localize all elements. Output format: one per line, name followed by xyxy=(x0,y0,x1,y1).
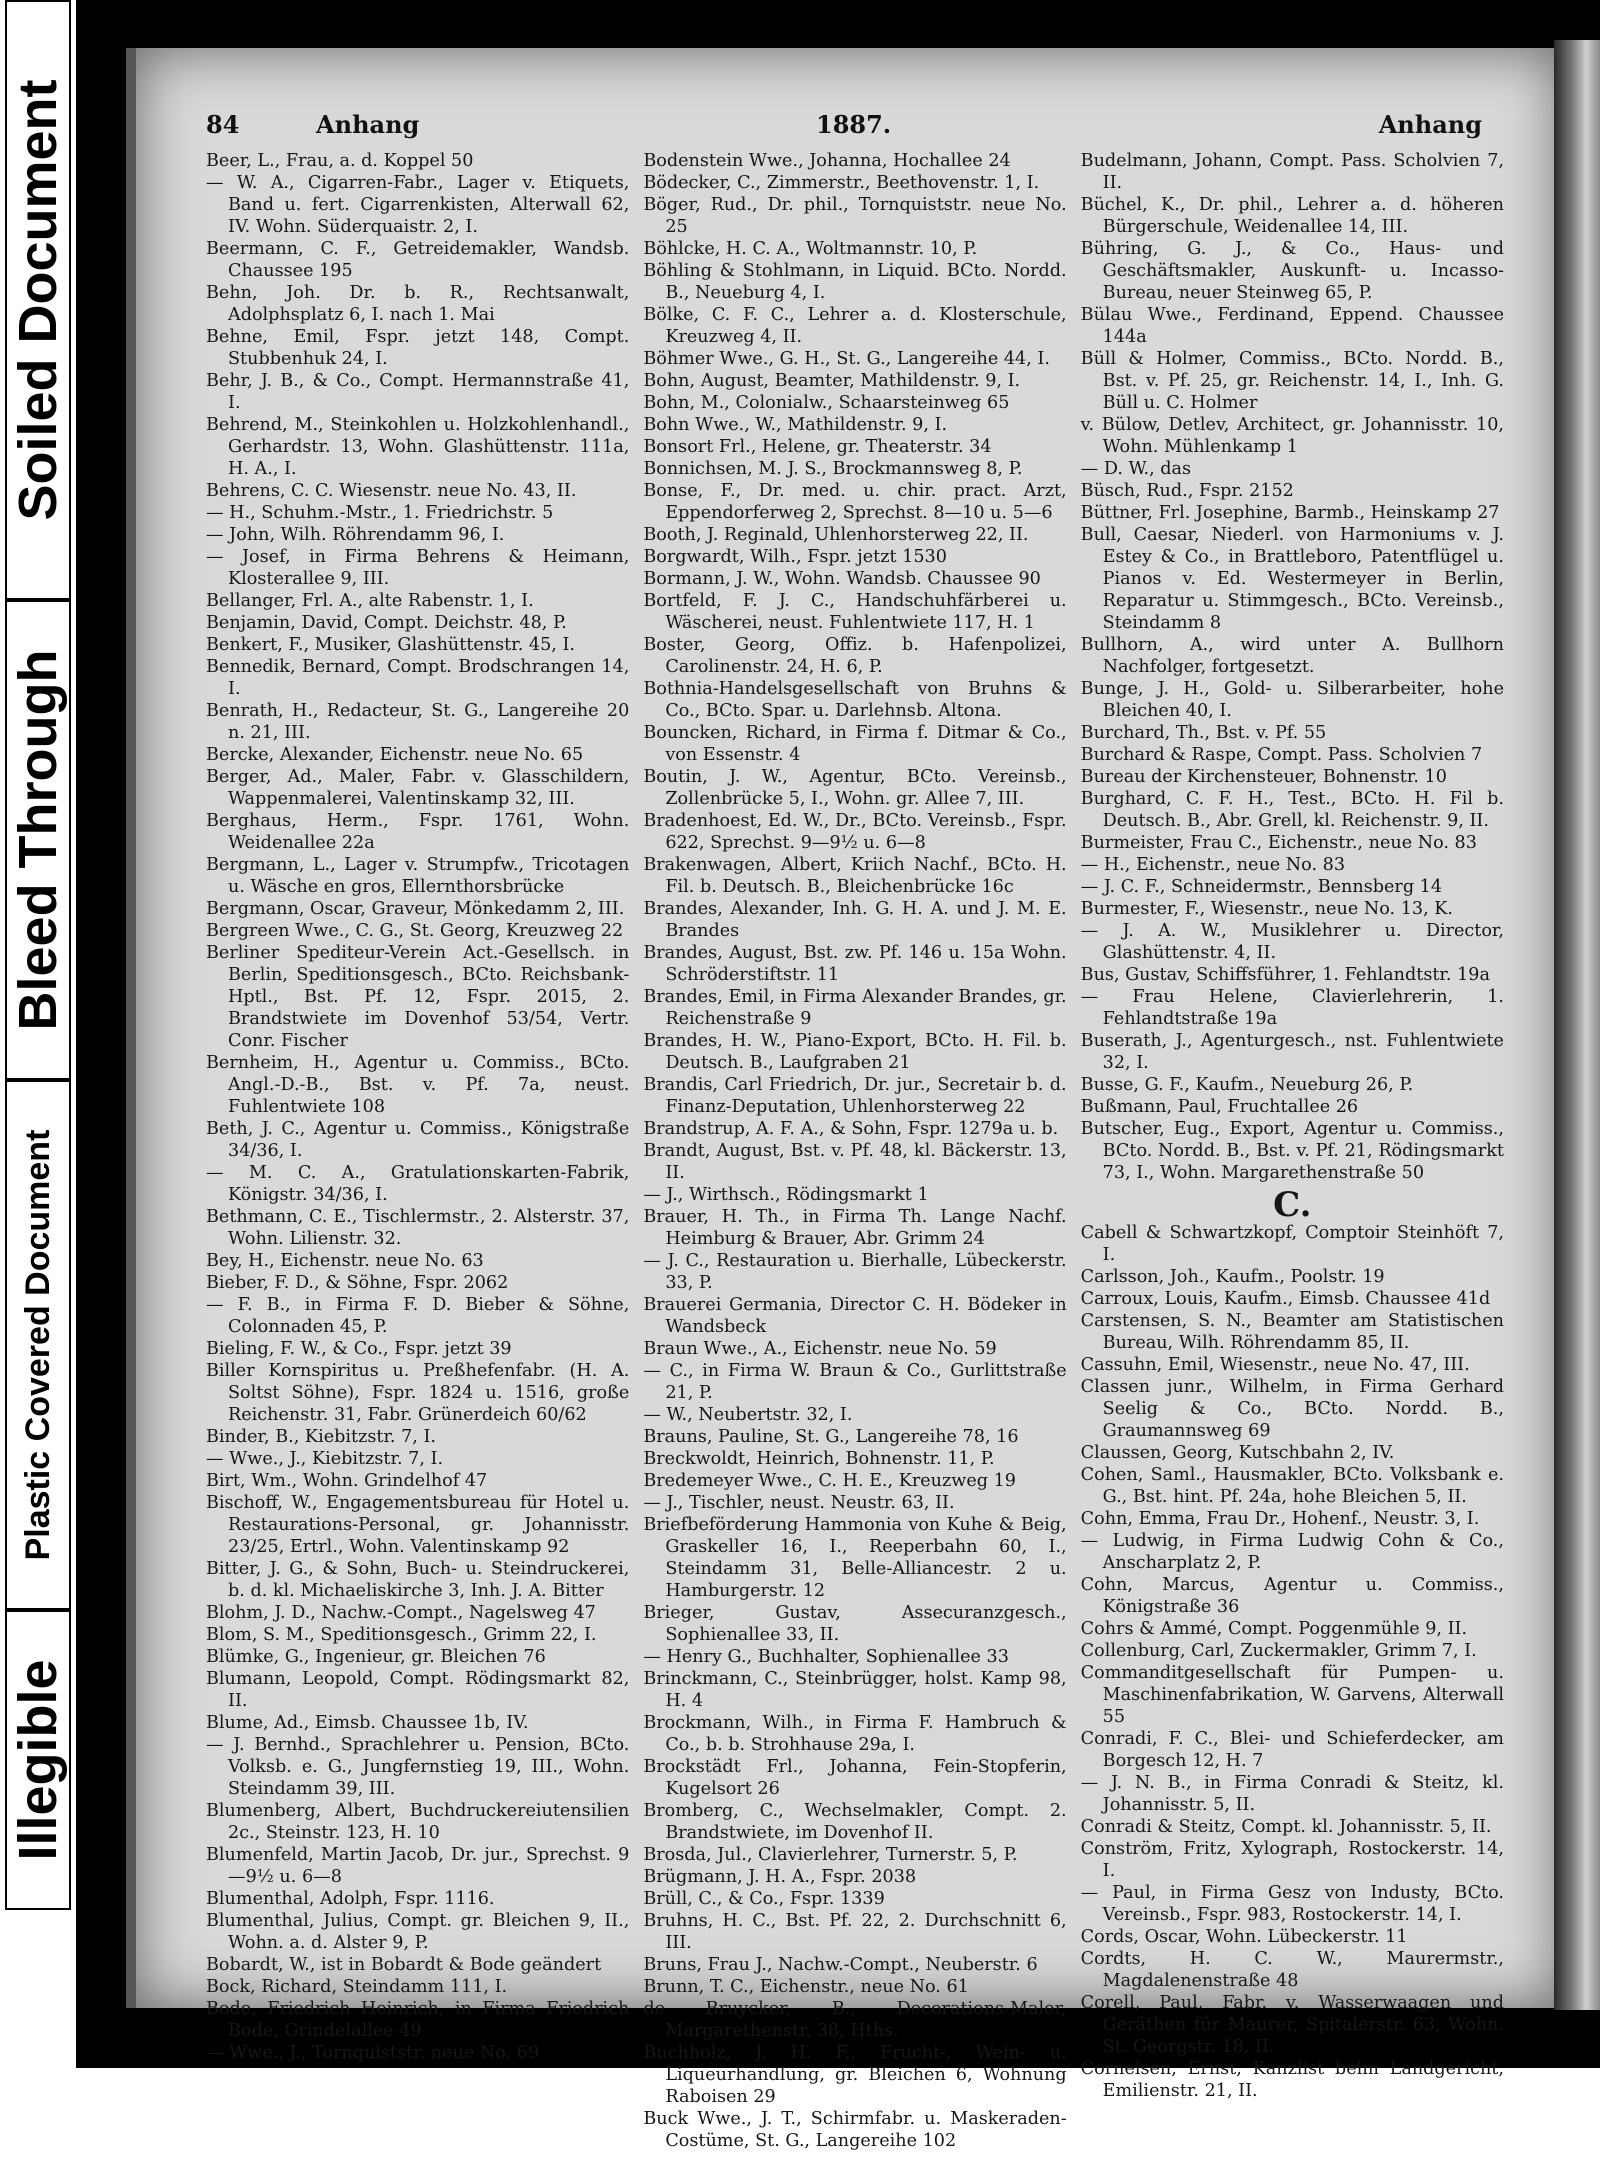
directory-entry: Brunn, T. C., Eichenstr., neue No. 61 xyxy=(643,1977,969,1997)
directory-entry: — H., Eichenstr., neue No. 83 xyxy=(1080,855,1346,875)
directory-entry: Bull, Caesar, Niederl. von Harmoniums v. J. Estey & Co., in Brattleboro, Patentflügel u. Pianos v. Ed. Westermeyer in Berlin, Reparatur u. Stimmgesch., BCto. Vereinsb., Steindamm 8 xyxy=(1080,525,1504,633)
directory-entry: Butscher, Eug., Export, Agentur u. Commiss., BCto. Nordd. B., Bst. v. Pf. 21, Rödingsmarkt 73, I., Wohn. Margarethenstraße 50 xyxy=(1080,1119,1504,1183)
directory-entry: Conradi & Steitz, Compt. kl. Johannisstr. 5, II. xyxy=(1080,1817,1492,1837)
directory-entry: Burchard & Raspe, Compt. Pass. Scholvien 7 xyxy=(1080,745,1483,765)
directory-entry: Conradi, F. C., Blei- und Schieferdecker, am Borgesch 12, H. 7 xyxy=(1080,1729,1504,1771)
directory-entry: Behrens, C. C. Wiesenstr. neue No. 43, II. xyxy=(206,481,577,501)
directory-entry: Brandstrup, A. F. A., & Sohn, Fspr. 1279a u. b. xyxy=(643,1119,1059,1139)
directory-entry: Beth, J. C., Agentur u. Commiss., Königstraße 34/36, I. xyxy=(206,1119,630,1161)
bleed-through-label: Bleed Through xyxy=(5,600,71,1080)
directory-entry: Bieber, F. D., & Söhne, Fspr. 2062 xyxy=(206,1273,509,1293)
directory-entry: Carstensen, S. N., Beamter am Statistischen Bureau, Wilh. Röhrendamm 85, II. xyxy=(1080,1311,1504,1353)
directory-entry: Corell, Paul, Fabr. v. Wasserwaagen und Geräthen für Maurer, Spitalerstr. 63, Wohn. St. Georgstr. 18, II. xyxy=(1080,1993,1504,2057)
directory-entry: Bieling, F. W., & Co., Fspr. jetzt 39 xyxy=(206,1339,512,1359)
directory-entry: Bölke, C. F. C., Lehrer a. d. Klosterschule, Kreuzweg 4, II. xyxy=(643,305,1067,347)
directory-entry: Bercke, Alexander, Eichenstr. neue No. 65 xyxy=(206,745,584,765)
directory-entry: Brandes, Emil, in Firma Alexander Brandes, gr. Reichenstraße 9 xyxy=(643,987,1067,1029)
directory-entry: Blumann, Leopold, Compt. Rödingsmarkt 82, II. xyxy=(206,1669,630,1711)
directory-entry: Cabell & Schwartzkopf, Comptoir Steinhöft 7, I. xyxy=(1080,1223,1504,1265)
directory-entry: Bischoff, W., Engagementsbureau für Hotel u. Restaurations-Personal, gr. Johannisstr. 23/25, Ertrl., Wohn. Valentinskamp 92 xyxy=(206,1493,630,1557)
directory-entry: — Henry G., Buchhalter, Sophienallee 33 xyxy=(643,1647,1009,1667)
directory-entry: — J. C. F., Schneidermstr., Bennsberg 14 xyxy=(1080,877,1443,897)
directory-entry: — J. C., Restauration u. Bierhalle, Lübeckerstr. 33, P. xyxy=(643,1251,1067,1293)
directory-entry: Cassuhn, Emil, Wiesenstr., neue No. 47, III. xyxy=(1080,1355,1470,1375)
directory-column-1 xyxy=(206,150,630,2063)
directory-entry: Briefbeförderung Hammonia von Kuhe & Beig, Graskeller 16, I., Reeperbahn 60, I., Steindamm 31, Belle-Alliancestr. 2 u. Hamburgerstr. 12 xyxy=(643,1515,1067,1601)
directory-entry: Buck Wwe., J. T., Schirmfabr. u. Maskeraden-Costüme, St. G., Langereihe 102 xyxy=(643,2109,1067,2151)
directory-entry: — C., in Firma W. Braun & Co., Gurlittstraße 21, P. xyxy=(643,1361,1067,1403)
directory-entry: Brauerei Germania, Director C. H. Bödeker in Wandsbeck xyxy=(643,1295,1067,1337)
directory-entry: — W. A., Cigarren-Fabr., Lager v. Etiquets, Band u. fert. Cigarrenkisten, Alterwall 62, IV. Wohn. Süderquaistr. 2, I. xyxy=(206,173,630,237)
directory-entry: Böhlcke, H. C. A., Woltmannstr. 10, P. xyxy=(643,239,978,259)
directory-entry: Blumenfeld, Martin Jacob, Dr. jur., Sprechst. 9—9½ u. 6—8 xyxy=(206,1845,630,1887)
directory-entry: Bobardt, W., ist in Bobardt & Bode geändert xyxy=(206,1955,602,1975)
directory-entry: Cohn, Marcus, Agentur u. Commiss., Königstraße 36 xyxy=(1080,1575,1504,1617)
directory-entry: Blohm, J. D., Nachw.-Compt., Nagelsweg 47 xyxy=(206,1603,596,1623)
directory-entry: Büttner, Frl. Josephine, Barmb., Heinskamp 27 xyxy=(1080,503,1500,523)
directory-entry: — Wwe., J., Tornquiststr. neue No. 69 xyxy=(206,2043,540,2063)
directory-entry: Birt, Wm., Wohn. Grindelhof 47 xyxy=(206,1471,488,1491)
directory-entry: Brockstädt Frl., Johanna, Fein-Stopferin, Kugelsort 26 xyxy=(643,1757,1067,1799)
directory-entry: Conström, Fritz, Xylograph, Rostockerstr. 14, I. xyxy=(1080,1839,1504,1881)
directory-entry: Bennedik, Bernard, Compt. Brodschrangen 14, I. xyxy=(206,657,630,699)
directory-entry: Burghard, C. F. H., Test., BCto. H. Fil b. Deutsch. B., Abr. Grell, kl. Reichenstr. 9, II. xyxy=(1080,789,1504,831)
directory-entry: — H., Schuhm.-Mstr., 1. Friedrichstr. 5 xyxy=(206,503,554,523)
directory-entry: Blumenthal, Adolph, Fspr. 1116. xyxy=(206,1889,495,1909)
scan-label-strip xyxy=(4,0,72,1910)
directory-entry: Böhmer Wwe., G. H., St. G., Langereihe 44, I. xyxy=(643,349,1050,369)
directory-entry: Biller Kornspiritus u. Preßhefenfabr. (H. A. Soltst Söhne), Fspr. 1824 u. 1516, große Reichenstr. 31, Fabr. Grünerdeich 60/62 xyxy=(206,1361,630,1425)
directory-entry: Bromberg, C., Wechselmakler, Compt. 2. Brandstwiete, im Dovenhof II. xyxy=(643,1801,1067,1843)
directory-entry: Budelmann, Johann, Compt. Pass. Scholvien 7, II. xyxy=(1080,151,1504,193)
directory-entry: — Paul, in Firma Gesz von Industy, BCto. Vereinsb., Fspr. 983, Rostockerstr. 14, I. xyxy=(1080,1883,1504,1925)
directory-entry: Böger, Rud., Dr. phil., Tornquiststr. neue No. 25 xyxy=(643,195,1067,237)
directory-entry: Cohen, Saml., Hausmakler, BCto. Volksbank e. G., Bst. hint. Pf. 24a, hohe Bleichen 5, II. xyxy=(1080,1465,1504,1507)
directory-entry: Behn, Joh. Dr. b. R., Rechtsanwalt, Adolphsplatz 6, I. nach 1. Mai xyxy=(206,283,630,325)
directory-entry: Bruhns, H. C., Bst. Pf. 22, 2. Durchschnitt 6, III. xyxy=(643,1911,1067,1953)
directory-column-2 xyxy=(643,150,1067,2151)
soiled-document-label: Soiled Document xyxy=(5,0,71,600)
directory-entry: — W., Neubertstr. 32, I. xyxy=(643,1405,853,1425)
directory-entry: Cohn, Emma, Frau Dr., Hohenf., Neustr. 3, I. xyxy=(1080,1509,1480,1529)
directory-entry: Bock, Richard, Steindamm 111, I. xyxy=(206,1977,508,1997)
header-left-title: Anhang xyxy=(316,110,420,139)
directory-entry: Claussen, Georg, Kutschbahn 2, IV. xyxy=(1080,1443,1395,1463)
illegible-label: Illegible xyxy=(5,1610,71,1910)
directory-entry: — F. B., in Firma F. D. Bieber & Söhne, Colonnaden 45, P. xyxy=(206,1295,630,1337)
directory-entry: — Josef, in Firma Behrens & Heimann, Klosterallee 9, III. xyxy=(206,547,630,589)
directory-entry: Bellanger, Frl. A., alte Rabenstr. 1, I. xyxy=(206,591,534,611)
directory-entry: Bode, Friedrich Heinrich, in Firma Friedrich Bode, Grindelallee 49 xyxy=(206,1999,630,2041)
directory-entry: — John, Wilh. Röhrendamm 96, I. xyxy=(206,525,505,545)
directory-entry: Carroux, Louis, Kaufm., Eimsb. Chaussee 41d xyxy=(1080,1289,1491,1309)
scanned-page-area xyxy=(76,0,1600,2151)
directory-entry: Bouncken, Richard, in Firma f. Ditmar & Co., von Essenstr. 4 xyxy=(643,723,1067,765)
header-right-title: Anhang xyxy=(1378,110,1482,139)
directory-entry: Bergreen Wwe., C. G., St. Georg, Kreuzweg 22 xyxy=(206,921,624,941)
directory-entry: Boutin, J. W., Agentur, BCto. Vereinsb., Zollenbrücke 5, I., Wohn. gr. Allee 7, III. xyxy=(643,767,1067,809)
directory-entry: Braun Wwe., A., Eichenstr. neue No. 59 xyxy=(643,1339,997,1359)
page-header xyxy=(206,110,1502,150)
directory-entry: Bradenhoest, Ed. W., Dr., BCto. Vereinsb., Fspr. 622, Sprechst. 9—9½ u. 6—8 xyxy=(643,811,1067,853)
directory-entry: Classen junr., Wilhelm, in Firma Gerhard Seelig & Co., BCto. Nordd. B., Graumannsweg 69 xyxy=(1080,1377,1504,1441)
directory-entry: Brandes, August, Bst. zw. Pf. 146 u. 15a Wohn. Schröderstiftstr. 11 xyxy=(643,943,1067,985)
directory-entry: Bergmann, L., Lager v. Strumpfw., Tricotagen u. Wäsche en gros, Ellernthorsbrücke xyxy=(206,855,630,897)
directory-entry: Bergmann, Oscar, Graveur, Mönkedamm 2, III. xyxy=(206,899,625,919)
directory-entry: Bohn, M., Colonialw., Schaarsteinweg 65 xyxy=(643,393,1010,413)
directory-entry: Cohrs & Ammé, Compt. Poggenmühle 9, II. xyxy=(1080,1619,1468,1639)
directory-entry: Bredemeyer Wwe., C. H. E., Kreuzweg 19 xyxy=(643,1471,1016,1491)
directory-entry: Bothnia-Handelsgesellschaft von Bruhns & Co., BCto. Spar. u. Darlehnsb. Altona. xyxy=(643,679,1067,721)
directory-entry: Borgwardt, Wilh., Fspr. jetzt 1530 xyxy=(643,547,947,567)
directory-entry: Berghaus, Herm., Fspr. 1761, Wohn. Weidenallee 22a xyxy=(206,811,630,853)
directory-entry: — M. C. A., Gratulationskarten-Fabrik, Königstr. 34/36, I. xyxy=(206,1163,630,1205)
directory-entry: Blume, Ad., Eimsb. Chaussee 1b, IV. xyxy=(206,1713,529,1733)
directory-entry: Cordts, H. C. W., Maurermstr., Magdalenenstraße 48 xyxy=(1080,1949,1504,1991)
scan-label-sidebar xyxy=(0,0,76,1910)
directory-entry: Bühring, G. J., & Co., Haus- und Geschäftsmakler, Auskunft- u. Incasso-Bureau, neuer Steinweg 65, P. xyxy=(1080,239,1504,303)
directory-entry: Binder, B., Kiebitzstr. 7, I. xyxy=(206,1427,437,1447)
directory-entry: Carlsson, Joh., Kaufm., Poolstr. 19 xyxy=(1080,1267,1385,1287)
book-page xyxy=(126,48,1566,2151)
directory-column-3 xyxy=(1080,150,1504,2101)
directory-entry: Burmeister, Frau C., Eichenstr., neue No. 83 xyxy=(1080,833,1477,853)
directory-entry: Blümke, G., Ingenieur, gr. Bleichen 76 xyxy=(206,1647,546,1667)
directory-entry: Brüll, C., & Co., Fspr. 1339 xyxy=(643,1889,885,1909)
directory-entry: de Bruycker, B., Decorations-Maler, Margarethenstr. 38, Hths. xyxy=(643,1999,1067,2041)
directory-entry: Burmester, F., Wiesenstr., neue No. 13, K. xyxy=(1080,899,1454,919)
directory-entry: Beermann, C. F., Getreidemakler, Wandsb. Chaussee 195 xyxy=(206,239,630,281)
directory-entry: Büchel, K., Dr. phil., Lehrer a. d. höheren Bürgerschule, Weidenallee 14, III. xyxy=(1080,195,1504,237)
directory-entry: Büsch, Rud., Fspr. 2152 xyxy=(1080,481,1294,501)
directory-entry: Brandis, Carl Friedrich, Dr. jur., Secretair b. d. Finanz-Deputation, Uhlenhorsterweg 22 xyxy=(643,1075,1067,1117)
directory-entry: Bernheim, H., Agentur u. Commiss., BCto. Angl.-D.-B., Bst. v. Pf. 7a, neust. Fuhlentwiete 108 xyxy=(206,1053,630,1117)
directory-entry: Bonnichsen, M. J. S., Brockmannsweg 8, P. xyxy=(643,459,1023,479)
directory-entry: Brügmann, J. H. A., Fspr. 2038 xyxy=(643,1867,917,1887)
book-edge xyxy=(1554,40,1600,2010)
directory-entry: Bödecker, C., Zimmerstr., Beethovenstr. 1, I. xyxy=(643,173,1040,193)
directory-entry: Bortfeld, F. J. C., Handschuhfärberei u. Wäscherei, neust. Fuhlentwiete 117, H. 1 xyxy=(643,591,1067,633)
directory-entry: Brandt, August, Bst. v. Pf. 48, kl. Bäckerstr. 13, II. xyxy=(643,1141,1067,1183)
directory-entry: v. Bülow, Detlev, Architect, gr. Johannisstr. 10, Wohn. Mühlenkamp 1 xyxy=(1080,415,1504,457)
directory-entry: Blumenberg, Albert, Buchdruckereiutensilien 2c., Steinstr. 123, H. 10 xyxy=(206,1801,630,1843)
directory-entry: Brauns, Pauline, St. G., Langereihe 78, 16 xyxy=(643,1427,1019,1447)
directory-entry: — Frau Helene, Clavierlehrerin, 1. Fehlandtstraße 19a xyxy=(1080,987,1504,1029)
directory-entry: Buchholz, J. H. F., Frucht-, Wein- u. Liqueurhandlung, gr. Bleichen 6, Wohnung Raboisen 29 xyxy=(643,2043,1067,2107)
directory-entry: Bus, Gustav, Schiffsführer, 1. Fehlandtstr. 19a xyxy=(1080,965,1490,985)
directory-entry: Berliner Spediteur-Verein Act.-Gesellsch. in Berlin, Speditionsgesch., BCto. Reichsbank-Hptl., Bst. Pf. 12, Fspr. 2015, 2. Brandstwiete im Dovenhof 53/54, Vertr. Conr. Fischer xyxy=(206,943,630,1051)
directory-entry: Büll & Holmer, Commiss., BCto. Nordd. B., Bst. v. Pf. 25, gr. Reichenstr. 14, I., Inh. G. Büll u. C. Holmer xyxy=(1080,349,1504,413)
directory-entry: Benrath, H., Redacteur, St. G., Langereihe 20 n. 21, III. xyxy=(206,701,630,743)
directory-entry: Bußmann, Paul, Fruchtallee 26 xyxy=(1080,1097,1359,1117)
directory-entry: Brinckmann, C., Steinbrügger, holst. Kamp 98, H. 4 xyxy=(643,1669,1067,1711)
directory-entry: Commanditgesellschaft für Pumpen- u. Maschinenfabrikation, W. Garvens, Alterwall 55 xyxy=(1080,1663,1504,1727)
directory-entry: Bülau Wwe., Ferdinand, Eppend. Chaussee 144a xyxy=(1080,305,1504,347)
directory-entry: — D. W., das xyxy=(1080,459,1192,479)
directory-entry: Brandes, H. W., Piano-Export, BCto. H. Fil. b. Deutsch. B., Laufgraben 21 xyxy=(643,1031,1067,1073)
directory-entry: — Wwe., J., Kiebitzstr. 7, I. xyxy=(206,1449,444,1469)
directory-entry: Boster, Georg, Offiz. b. Hafenpolizei, Carolinenstr. 24, H. 6, P. xyxy=(643,635,1067,677)
directory-entry: Collenburg, Carl, Zuckermakler, Grimm 7, I. xyxy=(1080,1641,1477,1661)
directory-entry: Brosda, Jul., Clavierlehrer, Turnerstr. 5, P. xyxy=(643,1845,1018,1865)
section-letter: C. xyxy=(1273,1185,1312,1225)
directory-entry: Benjamin, David, Compt. Deichstr. 48, P. xyxy=(206,613,567,633)
directory-entry: Blumenthal, Julius, Compt. gr. Bleichen 9, II., Wohn. a. d. Alster 9, P. xyxy=(206,1911,630,1953)
directory-columns xyxy=(206,150,1504,2151)
plastic-covered-label: Plastic Covered Document xyxy=(5,1080,71,1610)
directory-entry: Beer, L., Frau, a. d. Koppel 50 xyxy=(206,151,474,171)
directory-entry: Bodenstein Wwe., Johanna, Hochallee 24 xyxy=(643,151,1011,171)
header-year: 1887. xyxy=(816,110,892,139)
directory-entry: Bruns, Frau J., Nachw.-Compt., Neuberstr. 6 xyxy=(643,1955,1038,1975)
directory-entry: Booth, J. Reginald, Uhlenhorsterweg 22, II. xyxy=(643,525,1029,545)
directory-entry: Brieger, Gustav, Assecuranzgesch., Sophienallee 33, II. xyxy=(643,1603,1067,1645)
directory-entry: Breckwoldt, Heinrich, Bohnenstr. 11, P. xyxy=(643,1449,995,1469)
directory-entry: Burchard, Th., Bst. v. Pf. 55 xyxy=(1080,723,1327,743)
directory-entry: Bitter, J. G., & Sohn, Buch- u. Steindruckerei, b. d. kl. Michaeliskirche 3, Inh. J. A. Bitter xyxy=(206,1559,630,1601)
directory-entry: Cords, Oscar, Wohn. Lübeckerstr. 11 xyxy=(1080,1927,1408,1947)
directory-entry: — J., Wirthsch., Rödingsmarkt 1 xyxy=(643,1185,929,1205)
directory-entry: Bormann, J. W., Wohn. Wandsb. Chaussee 90 xyxy=(643,569,1041,589)
directory-entry: Blom, S. M., Speditionsgesch., Grimm 22, I. xyxy=(206,1625,597,1645)
directory-entry: Cornelsen, Ernst, Kanzlist beim Landgericht, Emilienstr. 21, II. xyxy=(1080,2059,1504,2101)
directory-entry: Busse, G. F., Kaufm., Neueburg 26, P. xyxy=(1080,1075,1414,1095)
directory-entry: Brandes, Alexander, Inh. G. H. A. und J. M. E. Brandes xyxy=(643,899,1067,941)
directory-entry: Behr, J. B., & Co., Compt. Hermannstraße 41, I. xyxy=(206,371,630,413)
directory-entry: — Ludwig, in Firma Ludwig Cohn & Co., Anscharplatz 2, P. xyxy=(1080,1531,1504,1573)
directory-entry: Bohn, August, Beamter, Mathildenstr. 9, I. xyxy=(643,371,1021,391)
directory-entry: Brakenwagen, Albert, Kriich Nachf., BCto. H. Fil. b. Deutsch. B., Bleichenbrücke 16c xyxy=(643,855,1067,897)
directory-entry: Behrend, M., Steinkohlen u. Holzkohlenhandl., Gerhardstr. 13, Wohn. Glashüttenstr. 111a, H. A., I. xyxy=(206,415,630,479)
directory-entry: Bohn Wwe., W., Mathildenstr. 9, I. xyxy=(643,415,948,435)
directory-entry: Bonsort Frl., Helene, gr. Theaterstr. 34 xyxy=(643,437,992,457)
page-number: 84 xyxy=(206,110,240,139)
directory-entry: Bonse, F., Dr. med. u. chir. pract. Arzt, Eppendorferweg 2, Sprechst. 8—10 u. 5—6 xyxy=(643,481,1067,523)
directory-entry: Brockmann, Wilh., in Firma F. Hambruch & Co., b. b. Strohhause 29a, I. xyxy=(643,1713,1067,1755)
directory-entry: Buserath, J., Agenturgesch., nst. Fuhlentwiete 32, I. xyxy=(1080,1031,1504,1073)
directory-entry: Bey, H., Eichenstr. neue No. 63 xyxy=(206,1251,484,1271)
directory-entry: — J., Tischler, neust. Neustr. 63, II. xyxy=(643,1493,955,1513)
directory-entry: — J. A. W., Musiklehrer u. Director, Glashüttenstr. 4, II. xyxy=(1080,921,1504,963)
directory-entry: — J. N. B., in Firma Conradi & Steitz, kl. Johannisstr. 5, II. xyxy=(1080,1773,1504,1815)
directory-entry: Bureau der Kirchensteuer, Bohnenstr. 10 xyxy=(1080,767,1447,787)
directory-entry: Böhling & Stohlmann, in Liquid. BCto. Nordd. B., Neueburg 4, I. xyxy=(643,261,1067,303)
directory-entry: Benkert, F., Musiker, Glashüttenstr. 45, I. xyxy=(206,635,576,655)
directory-entry: Berger, Ad., Maler, Fabr. v. Glasschildern, Wappenmalerei, Valentinskamp 32, III. xyxy=(206,767,630,809)
directory-entry: Bunge, J. H., Gold- u. Silberarbeiter, hohe Bleichen 40, I. xyxy=(1080,679,1504,721)
directory-entry: Bullhorn, A., wird unter A. Bullhorn Nachfolger, fortgesetzt. xyxy=(1080,635,1504,677)
directory-entry: Brauer, H. Th., in Firma Th. Lange Nachf. Heimburg & Brauer, Abr. Grimm 24 xyxy=(643,1207,1067,1249)
directory-entry: Behne, Emil, Fspr. jetzt 148, Compt. Stubbenhuk 24, I. xyxy=(206,327,630,369)
directory-entry: Bethmann, C. E., Tischlermstr., 2. Alsterstr. 37, Wohn. Lilienstr. 32. xyxy=(206,1207,630,1249)
directory-entry: — J. Bernhd., Sprachlehrer u. Pension, BCto. Volksb. e. G., Jungfernstieg 19, III., Wohn. Steindamm 39, III. xyxy=(206,1735,630,1799)
